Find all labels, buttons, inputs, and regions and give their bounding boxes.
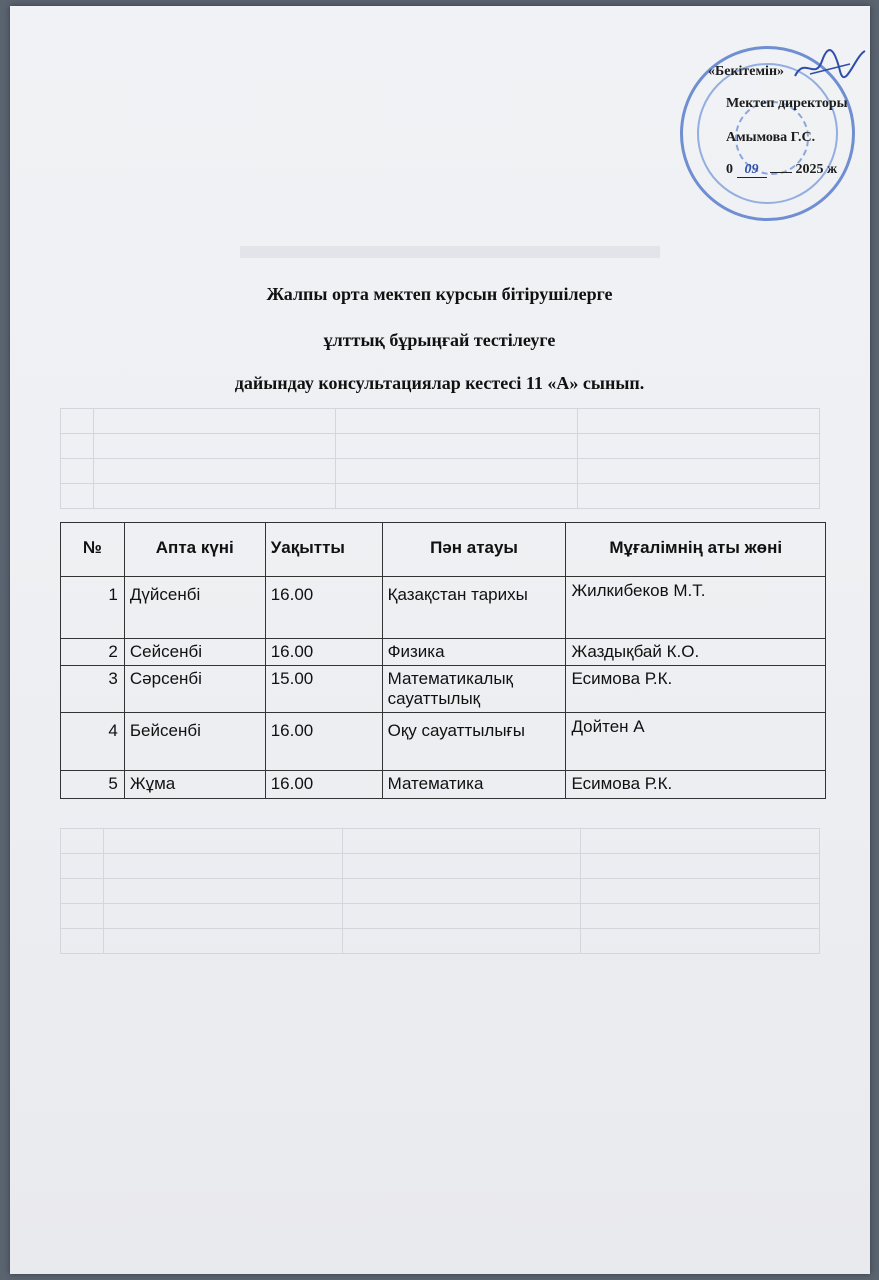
approved-label: «Бекітемін» <box>708 64 785 79</box>
table-row <box>61 713 826 771</box>
document-title-line-3: дайындау консультациялар кестесі 11 «А» сынып. <box>234 373 645 393</box>
row-teacher: Дойтен А <box>566 713 826 771</box>
header-teacher: Мұғалімнің аты жөні <box>566 523 826 577</box>
row-time: 16.00 <box>265 713 382 771</box>
row-weekday: Сәрсенбі <box>124 666 265 713</box>
row-weekday: Жұма <box>124 771 265 799</box>
row-number: 4 <box>61 713 125 771</box>
row-number: 3 <box>61 666 125 713</box>
table-row <box>61 771 826 799</box>
header-subject: Пән атауы <box>382 523 566 577</box>
row-number: 1 <box>61 577 125 639</box>
bleed-through-table-bottom <box>60 828 820 954</box>
header-number: № <box>61 523 125 577</box>
row-subject: Оқу сауаттылығы <box>382 713 566 771</box>
row-weekday: Дүйсенбі <box>124 577 265 639</box>
table-header-row <box>61 523 826 577</box>
row-time: 16.00 <box>265 771 382 799</box>
row-number: 2 <box>61 639 125 666</box>
bleed-through-table-top <box>60 408 820 509</box>
document-title-line-1: Жалпы орта мектеп курсын бітірушілерге <box>266 284 613 304</box>
row-teacher: Жилкибеков М.Т. <box>566 577 826 639</box>
approval-date <box>726 162 837 178</box>
bleed-through-heading <box>240 246 660 258</box>
row-teacher: Есимова Р.К. <box>566 666 826 713</box>
row-subject: Физика <box>382 639 566 666</box>
row-subject: Математикалық сауаттылық <box>382 666 566 713</box>
row-time: 16.00 <box>265 639 382 666</box>
consultation-schedule-table <box>60 522 826 799</box>
row-time: 16.00 <box>265 577 382 639</box>
table-row <box>61 666 826 713</box>
header-weekday: Апта күні <box>124 523 265 577</box>
row-weekday: Сейсенбі <box>124 639 265 666</box>
approval-block <box>680 46 879 216</box>
director-title: Мектеп директоры <box>726 96 848 111</box>
row-number: 5 <box>61 771 125 799</box>
row-subject: Қазақстан тарихы <box>382 577 566 639</box>
row-teacher: Есимова Р.К. <box>566 771 826 799</box>
approval-date-month: 09 <box>737 162 767 178</box>
header-time: Уақытты <box>265 523 382 577</box>
document-title-line-2: ұлттық бұрыңғай тестілеуге <box>323 330 556 350</box>
table-row <box>61 639 826 666</box>
table-row <box>61 577 826 639</box>
approval-date-day: 0 <box>726 162 733 177</box>
approval-date-year: 2025 ж <box>795 162 838 177</box>
director-name: Амымова Г.С. <box>726 130 816 145</box>
row-time: 15.00 <box>265 666 382 713</box>
row-weekday: Бейсенбі <box>124 713 265 771</box>
director-signature-icon <box>790 46 870 86</box>
row-subject: Математика <box>382 771 566 799</box>
row-teacher: Жаздықбай К.О. <box>566 639 826 666</box>
